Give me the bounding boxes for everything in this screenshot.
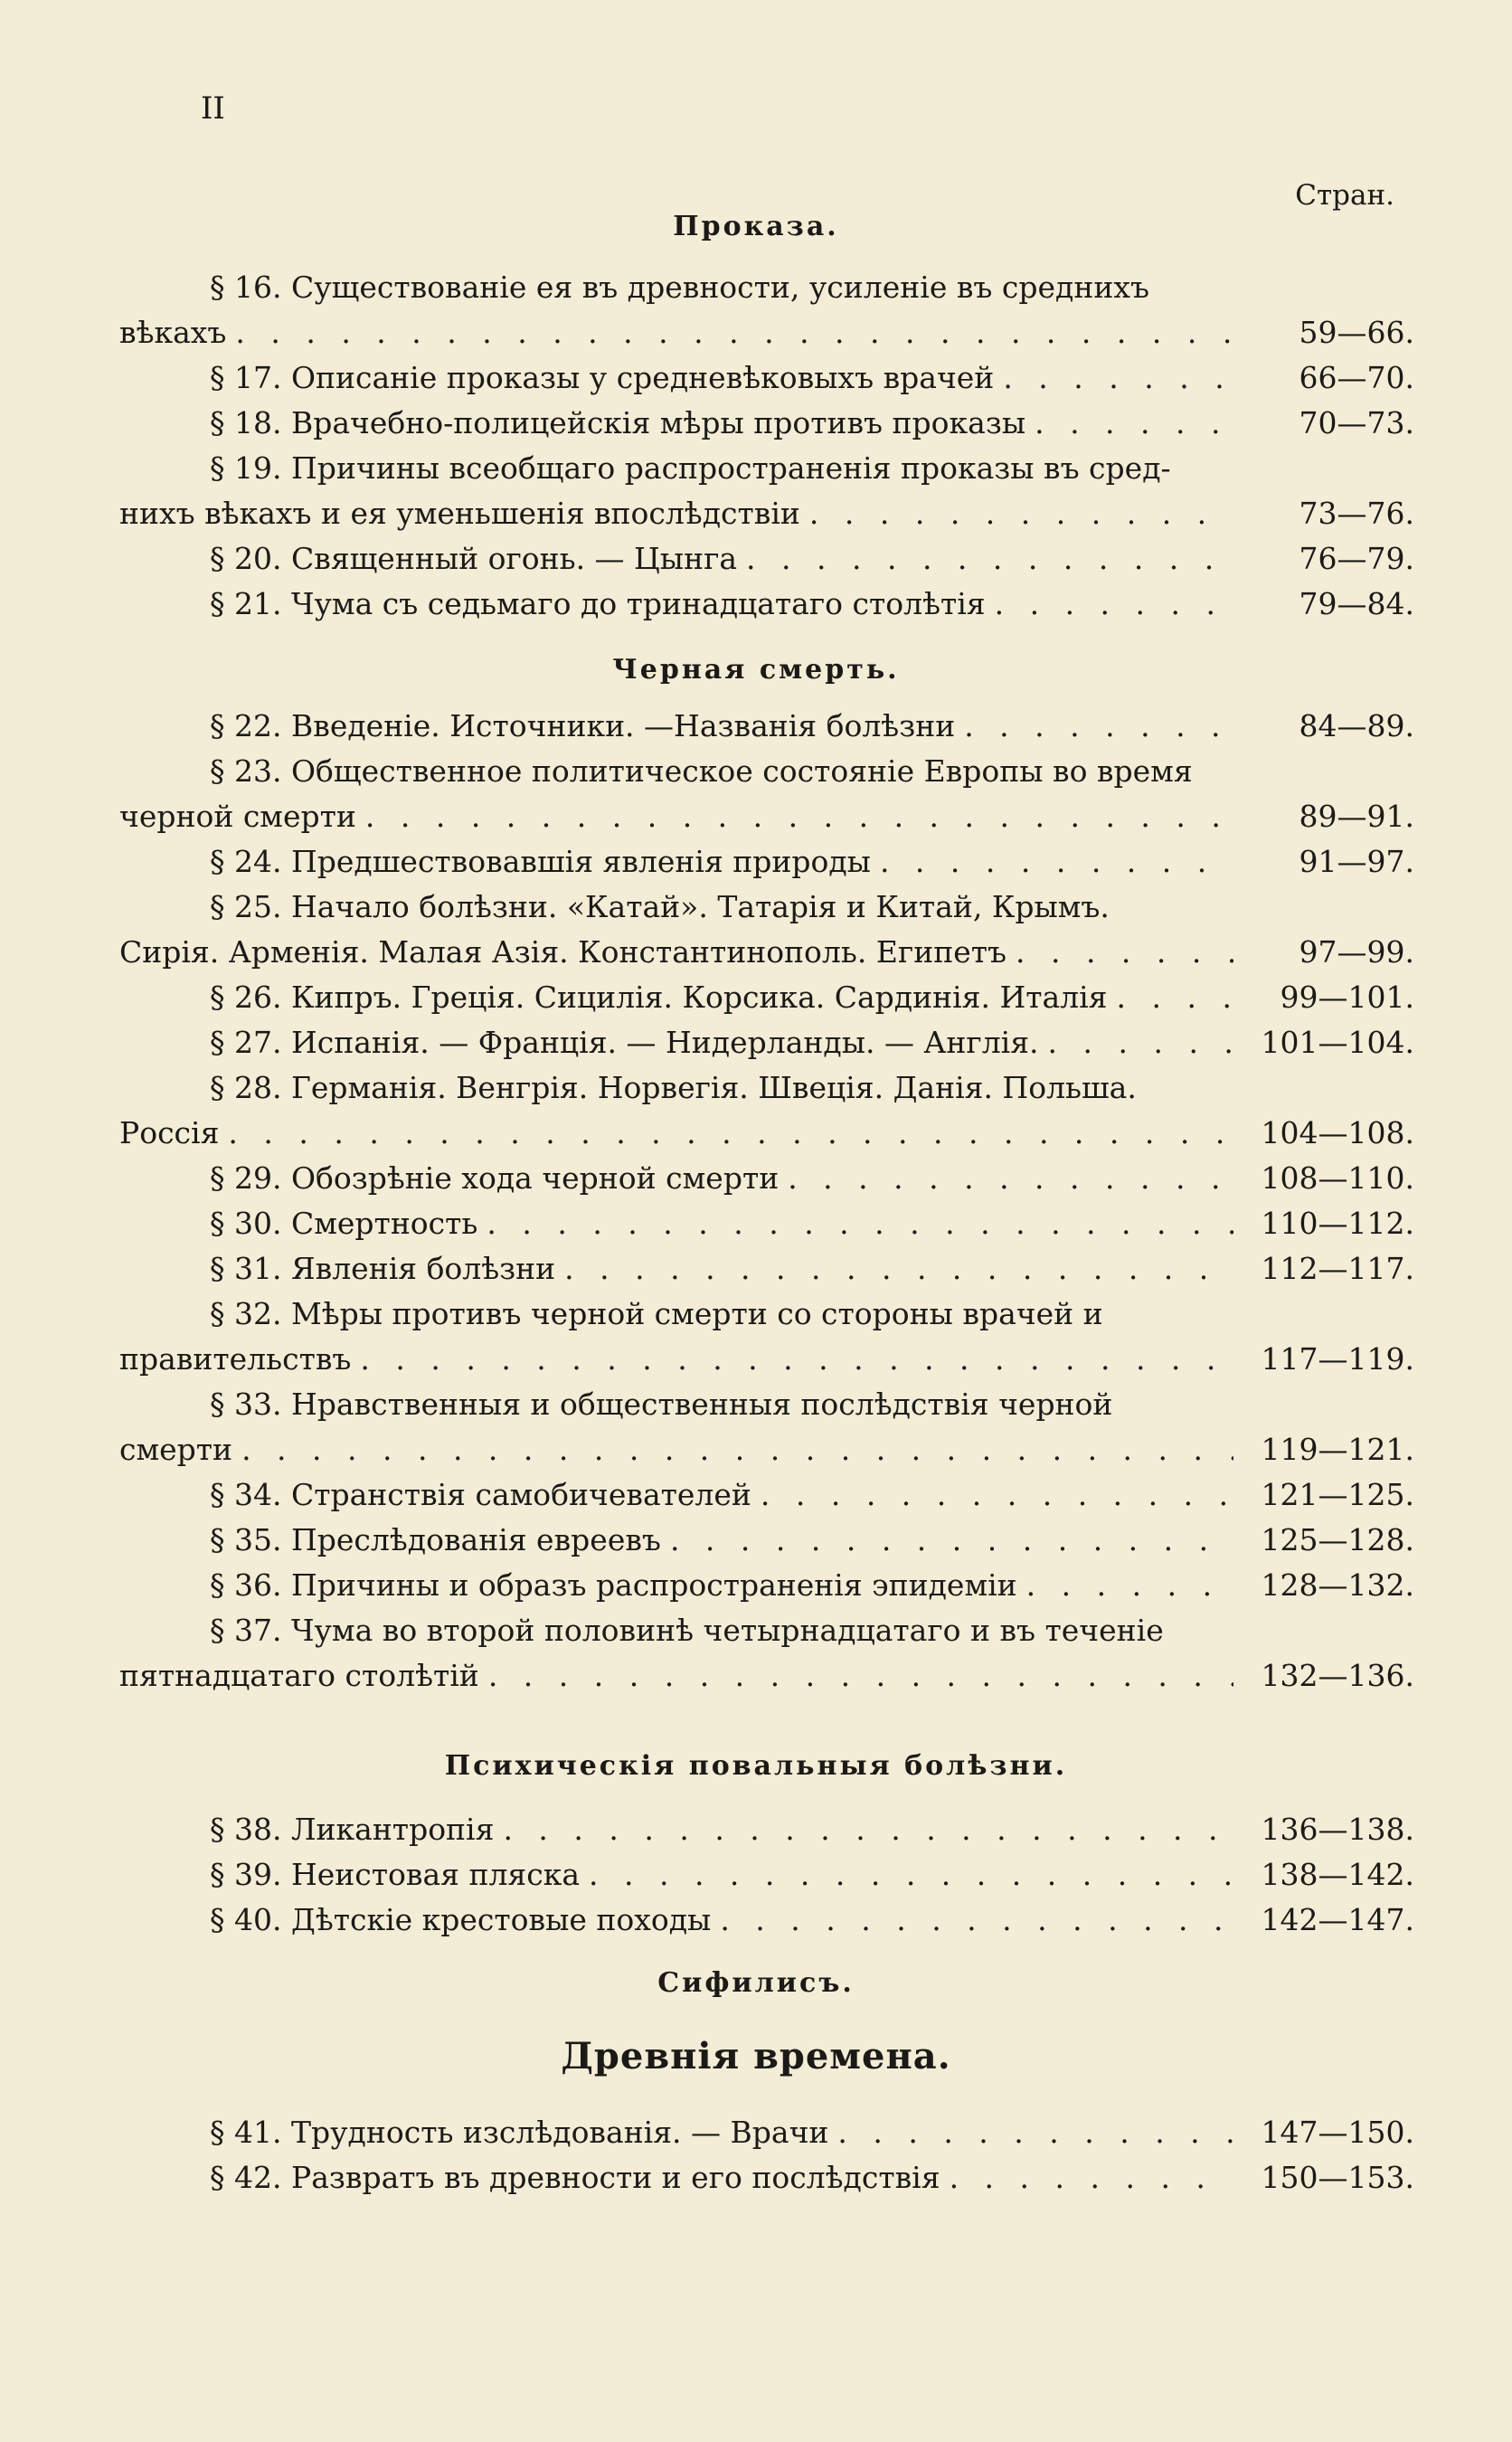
page-range: 91—97. (1299, 844, 1414, 879)
toc-entry (119, 1898, 1414, 1943)
entry-title: Испанія. — Франція. — Нидерланды. — Англія. (290, 1025, 1039, 1060)
toc-entry (119, 885, 1414, 975)
entry-number: § 33. (210, 1387, 282, 1422)
entry-number: § 34. (210, 1477, 282, 1512)
leader-dots (564, 1246, 1233, 1292)
toc-entry (119, 2110, 1414, 2155)
toc-entry (119, 2155, 1414, 2201)
entry-number: § 31. (210, 1251, 282, 1286)
page-range: 117—119. (1261, 1341, 1414, 1377)
page-range: 76—79. (1299, 541, 1414, 576)
toc-entry (119, 1518, 1414, 1563)
entry-title: Общественное политическое состояніе Европы во время (290, 753, 1193, 789)
toc-entry (119, 749, 1414, 839)
entry-title: Священный огонь. — Цынга (290, 541, 738, 576)
leader-dots (235, 310, 1233, 355)
leader-dots (964, 704, 1233, 749)
leader-dots (1035, 401, 1233, 446)
toc-entry (119, 1020, 1414, 1065)
page-range: 142—147. (1261, 1902, 1414, 1937)
leader-dots (1048, 1020, 1233, 1065)
entry-title: Причины всеобщаго распространенія проказы въ сред- (290, 450, 1171, 486)
leader-dots (720, 1898, 1233, 1943)
leader-dots (241, 1427, 1233, 1472)
entry-title: Смертность (290, 1206, 478, 1241)
entry-number: § 40. (210, 1902, 282, 1937)
page-range: 147—150. (1261, 2115, 1414, 2150)
entry-number: § 26. (210, 980, 282, 1015)
entry-number: § 37. (210, 1613, 282, 1648)
page-range: 59—66. (1299, 315, 1414, 350)
entry-title: Явленія болѣзни (290, 1251, 556, 1286)
leader-dots (761, 1472, 1233, 1518)
page-range: 150—153. (1261, 2160, 1414, 2195)
entry-title: Начало болѣзни. «Катай». Татарія и Китай, Крымъ. (290, 889, 1110, 924)
entry-number: § 18. (210, 405, 282, 440)
entry-title: Существованіе ея въ древности, усиленіе въ среднихъ (290, 270, 1149, 305)
entry-number: § 27. (210, 1025, 282, 1060)
entry-title: Причины и образъ распространенія эпидеміи (290, 1567, 1017, 1603)
toc-entry (119, 265, 1414, 355)
page-range: 136—138. (1261, 1812, 1414, 1847)
section-heading: Черная смерть. (612, 654, 900, 686)
toc-entry (119, 1246, 1414, 1292)
entry-title-cont: вѣкахъ (119, 315, 227, 350)
leader-dots (589, 1852, 1233, 1898)
toc-entry (119, 704, 1414, 749)
section-heading: Проказа. (673, 211, 839, 242)
entry-number: § 38. (210, 1812, 282, 1847)
entry-number: § 32. (210, 1296, 282, 1331)
toc-entry (119, 1563, 1414, 1608)
toc-entry (119, 1156, 1414, 1201)
entry-title: Врачебно-полицейскія мѣры противъ проказы (290, 405, 1026, 440)
toc-entry (119, 355, 1414, 401)
toc-entry (119, 401, 1414, 446)
leader-dots (365, 794, 1233, 839)
page-range: 121—125. (1261, 1477, 1414, 1512)
entry-title-cont: смерти (119, 1432, 233, 1467)
toc-entry (119, 1608, 1414, 1699)
pages-column-header: Стран. (1295, 179, 1394, 212)
leader-dots (503, 1807, 1233, 1852)
leader-dots (670, 1518, 1233, 1563)
entry-title-cont: черной смерти (119, 799, 356, 834)
toc-entry (119, 1472, 1414, 1518)
entry-title: Описаніе проказы у средневѣковыхъ врачей (290, 360, 995, 395)
page-range: 66—70. (1299, 360, 1414, 395)
entry-number: § 21. (210, 586, 282, 621)
leader-dots (837, 2110, 1233, 2155)
entry-title: Ликантропія (290, 1812, 495, 1847)
entry-title: Обозрѣніе хода черной смерти (290, 1160, 780, 1196)
entry-number: § 24. (210, 844, 282, 879)
entry-title: Нравственныя и общественныя послѣдствія черной (290, 1387, 1113, 1422)
leader-dots (228, 1111, 1233, 1156)
leader-dots (950, 2155, 1233, 2201)
entry-title: Развратъ въ древности и его послѣдствія (290, 2160, 940, 2195)
entry-number: § 20. (210, 541, 282, 576)
toc-entry (119, 1382, 1414, 1472)
section-heading: Психическія повальныя болѣзни. (444, 1750, 1068, 1782)
entry-title-cont: нихъ вѣкахъ и ея уменьшенія впослѣдствіи (119, 496, 800, 531)
page-number: II (201, 90, 225, 127)
entry-title: Чума во второй половинѣ четырнадцатаго и въ теченіе (290, 1613, 1164, 1648)
entry-number: § 16. (210, 270, 282, 305)
toc-entry (119, 582, 1414, 627)
section-subheading: Древнія времена. (561, 2035, 951, 2078)
toc-entry (119, 1292, 1414, 1382)
entry-title: Неистовая пляска (290, 1857, 581, 1892)
entry-title-cont: Сирія. Арменія. Малая Азія. Константинополь. Египетъ (119, 934, 1006, 970)
toc-entry (119, 1807, 1414, 1852)
toc-entry (119, 1201, 1414, 1246)
page-range: 84—89. (1299, 708, 1414, 743)
toc-entry (119, 975, 1414, 1020)
entry-number: § 36. (210, 1567, 282, 1603)
entry-number: § 28. (210, 1070, 282, 1105)
entry-number: § 35. (210, 1522, 282, 1557)
page-range: 138—142. (1261, 1857, 1414, 1892)
entry-title: Преслѣдованія евреевъ (290, 1522, 661, 1557)
leader-dots (995, 582, 1233, 627)
page-range: 99—101. (1280, 980, 1414, 1015)
page-range: 101—104. (1261, 1025, 1414, 1060)
leader-dots (360, 1337, 1233, 1382)
entry-number: § 39. (210, 1857, 282, 1892)
entry-title: Странствія самобичевателей (290, 1477, 751, 1512)
leader-dots (488, 1653, 1233, 1699)
entry-number: § 17. (210, 360, 282, 395)
entry-number: § 42. (210, 2160, 282, 2195)
entry-title: Кипръ. Греція. Сицилія. Корсика. Сардинія. Италія (290, 980, 1108, 1015)
entry-number: § 30. (210, 1206, 282, 1241)
toc-entry (119, 1852, 1414, 1898)
entry-title-cont: правительствъ (119, 1341, 352, 1377)
entry-title: Чума съ седьмаго до тринадцатаго столѣтія (290, 586, 986, 621)
page-range: 108—110. (1261, 1160, 1414, 1196)
entry-title: Предшествовавшія явленія природы (290, 844, 871, 879)
page-range: 112—117. (1261, 1251, 1414, 1286)
page-range: 89—91. (1299, 799, 1414, 834)
leader-dots (788, 1156, 1233, 1201)
entry-number: § 22. (210, 708, 282, 743)
page-range: 104—108. (1261, 1115, 1414, 1150)
leader-dots (880, 839, 1233, 885)
leader-dots (487, 1201, 1233, 1246)
page-range: 132—136. (1261, 1658, 1414, 1693)
entry-title: Мѣры противъ черной смерти со стороны врачей и (290, 1296, 1103, 1331)
entry-title-cont: пятнадцатаго столѣтій (119, 1658, 479, 1693)
page-range: 73—76. (1299, 496, 1414, 531)
entry-number: § 19. (210, 450, 282, 486)
leader-dots (746, 536, 1233, 582)
entry-title-cont: Россія (119, 1115, 220, 1150)
leader-dots (1016, 930, 1233, 975)
page-range: 70—73. (1299, 405, 1414, 440)
toc-entry (119, 1065, 1414, 1156)
leader-dots (1026, 1563, 1233, 1608)
entry-number: § 23. (210, 753, 282, 789)
leader-dots (1003, 355, 1233, 401)
section-heading: Сифилисъ. (657, 1967, 855, 1999)
entry-title: Введеніе. Источники. —Названія болѣзни (290, 708, 956, 743)
page-range: 119—121. (1261, 1432, 1414, 1467)
toc-entry (119, 446, 1414, 536)
page-range: 79—84. (1299, 586, 1414, 621)
entry-number: § 41. (210, 2115, 282, 2150)
page-range: 125—128. (1261, 1522, 1414, 1557)
leader-dots (1117, 975, 1233, 1020)
toc-entry (119, 839, 1414, 885)
entry-title: Дѣтскіе крестовые походы (290, 1902, 712, 1937)
page-range: 110—112. (1261, 1206, 1414, 1241)
toc-entry (119, 536, 1414, 582)
leader-dots (809, 491, 1233, 536)
page-range: 128—132. (1261, 1567, 1414, 1603)
page-range: 97—99. (1299, 934, 1414, 970)
entry-title: Германія. Венгрія. Норвегія. Швеція. Данія. Польша. (290, 1070, 1137, 1105)
entry-number: § 29. (210, 1160, 282, 1196)
entry-title: Трудность изслѣдованія. — Врачи (290, 2115, 829, 2150)
entry-number: § 25. (210, 889, 282, 924)
